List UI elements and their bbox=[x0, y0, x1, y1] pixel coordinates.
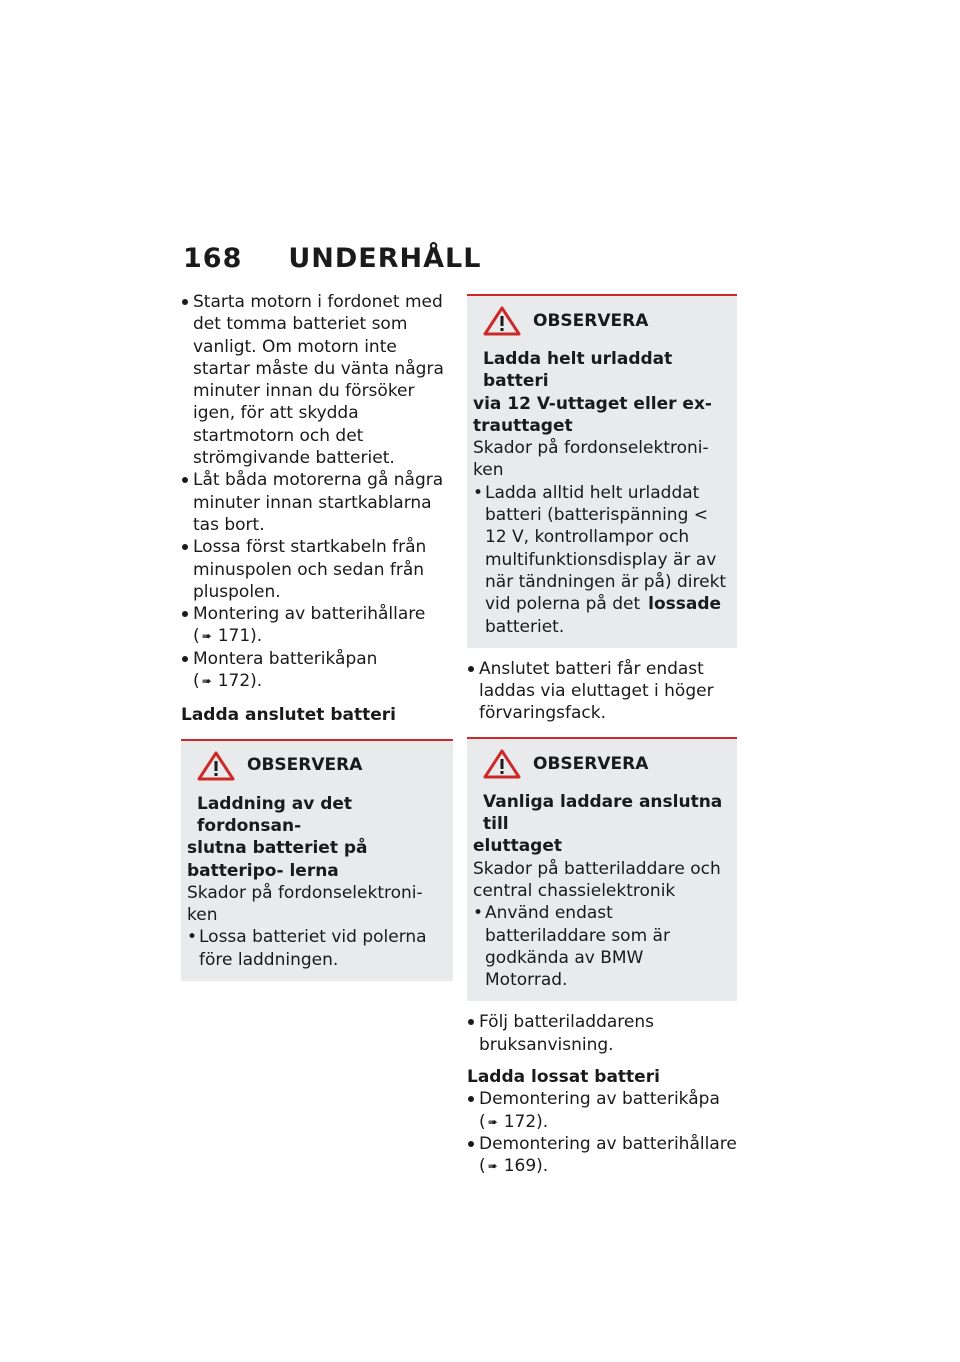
notice-box bbox=[467, 294, 737, 648]
notice-label: OBSERVERA bbox=[533, 753, 649, 774]
arrow-right-icon: ➠ bbox=[201, 629, 212, 644]
notice-label: OBSERVERA bbox=[533, 310, 649, 331]
instruction-list bbox=[467, 658, 737, 725]
notice-consequence: Skador på fordonselektroni- ken bbox=[187, 882, 423, 926]
list-item: Lossa först startkabeln från minuspolen och sedan från pluspolen. bbox=[181, 536, 453, 603]
page-number: 168 bbox=[183, 243, 243, 274]
left-column bbox=[181, 291, 453, 981]
notice-actions bbox=[473, 482, 731, 638]
notice-header bbox=[483, 304, 731, 338]
warning-icon bbox=[197, 751, 235, 781]
arrow-right-icon: ➠ bbox=[201, 674, 212, 689]
notice-box bbox=[181, 739, 453, 981]
chapter-title: UNDERHÅLL bbox=[288, 243, 482, 274]
list-item bbox=[181, 603, 453, 648]
list-item: Anslutet batteri får endast laddas via eluttaget i höger förvaringsfack. bbox=[467, 658, 737, 725]
list-item: • Använd endast batteriladdare som är godkända av BMW Motorrad. bbox=[473, 902, 731, 991]
list-item: Starta motorn i fordonet med det tomma batteriet som vanligt. Om motorn inte startar måste du vänta några minuter innan du försöker igen, för att skydda startmotorn och det strömgivande batteriet. bbox=[181, 291, 453, 469]
notice-title: Laddning av det fordonsan- slutna batteriet på batteripo- lerna bbox=[187, 793, 368, 881]
notice-consequence: Skador på batteriladdare och central chassielektronik bbox=[473, 858, 721, 901]
list-item bbox=[467, 1088, 737, 1133]
arrow-right-icon: ➠ bbox=[487, 1159, 498, 1174]
notice-box bbox=[467, 737, 737, 1002]
list-item-text: Montering av batterihållare bbox=[193, 604, 426, 625]
list-item: Följ batteriladdarens bruksanvisning. bbox=[467, 1011, 737, 1056]
warning-icon bbox=[483, 306, 521, 336]
page-reference[interactable]: ( ➠ 171). bbox=[193, 626, 263, 647]
list-item: Låt båda motorerna gå några minuter innan startkablarna tas bort. bbox=[181, 469, 453, 536]
list-item bbox=[181, 648, 453, 693]
list-item-text: Demontering av batterikåpa bbox=[479, 1089, 720, 1110]
list-item: • Ladda alltid helt urladdat batteri (batterispänning < 12 V, kontrollampor och multifunktionsdisplay är av när tändningen är på) direkt vid polerna på det lossade batteriet. bbox=[473, 482, 731, 638]
warning-icon bbox=[483, 749, 521, 779]
instruction-list bbox=[181, 291, 453, 692]
notice-header bbox=[197, 749, 447, 783]
notice-actions bbox=[473, 902, 731, 991]
emphasis-text: lossade bbox=[648, 594, 722, 615]
notice-consequence: Skador på fordonselektroni- ken bbox=[473, 438, 709, 481]
notice-header bbox=[483, 747, 731, 781]
section-title: Ladda anslutet batteri bbox=[181, 705, 396, 726]
section-title: Ladda lossat batteri bbox=[467, 1067, 660, 1088]
notice-actions bbox=[187, 926, 447, 971]
instruction-list bbox=[467, 1088, 737, 1177]
list-item bbox=[467, 1133, 737, 1178]
arrow-right-icon: ➠ bbox=[487, 1114, 498, 1129]
list-item-text: Demontering av batterihållare bbox=[479, 1133, 737, 1154]
right-column bbox=[467, 294, 737, 1178]
list-item: • Lossa batteriet vid polerna före laddningen. bbox=[187, 926, 447, 971]
page-header bbox=[183, 243, 481, 274]
page-reference[interactable]: ( ➠ 172). bbox=[479, 1111, 549, 1132]
instruction-list bbox=[467, 1011, 737, 1056]
page-reference[interactable]: ( ➠ 172). bbox=[193, 671, 263, 692]
page-reference[interactable]: ( ➠ 169). bbox=[479, 1156, 549, 1177]
list-item-text: Montera batterikåpan bbox=[193, 648, 378, 669]
notice-title: Ladda helt urladdat batteri via 12 V-uttaget eller ex- trauttaget bbox=[473, 349, 712, 436]
notice-label: OBSERVERA bbox=[247, 755, 363, 776]
notice-title: Vanliga laddare anslutna till eluttaget bbox=[473, 791, 723, 857]
